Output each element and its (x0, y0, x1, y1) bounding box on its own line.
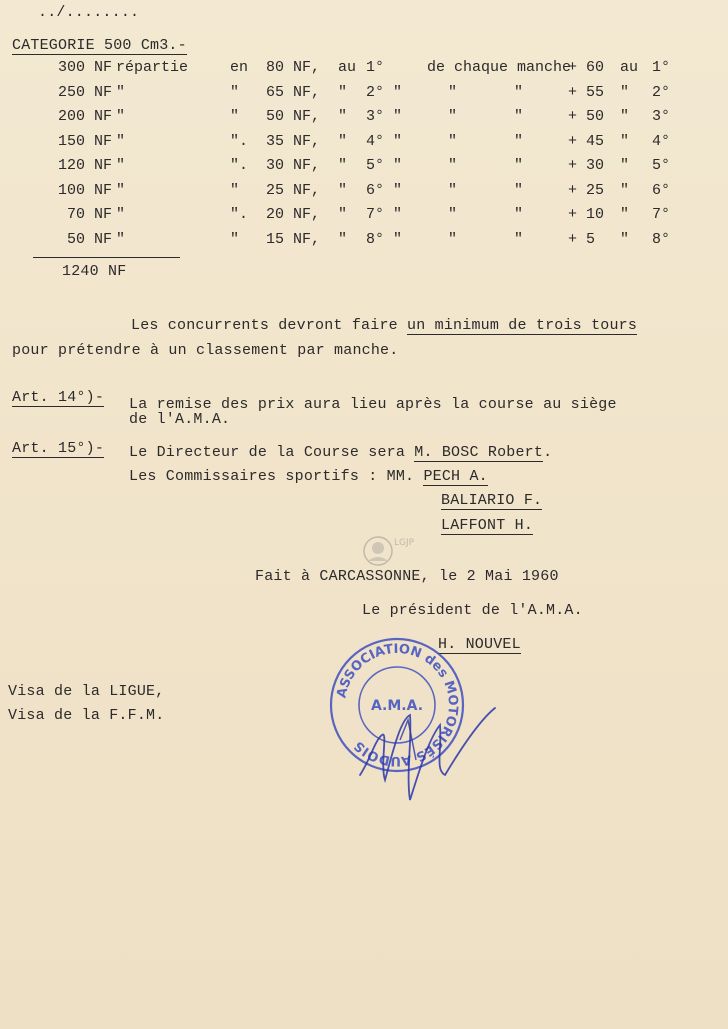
stamp-center-text: A.M.A. (370, 698, 424, 714)
row-bonus-rank: 6° (652, 181, 671, 199)
place-date: Fait à CARCASSONNE, le 2 Mai 1960 (255, 568, 559, 585)
row-mark-2: ". (230, 157, 249, 174)
commissioner-3: LAFFONT H. (441, 517, 534, 534)
category-title: CATEGORIE 500 Cm3.- (12, 37, 187, 54)
art15-commissioners (129, 468, 488, 485)
commissioner-1: PECH A. (423, 468, 488, 485)
row-bonus-rank: 4° (652, 132, 671, 150)
row-mark-2: ". (230, 132, 249, 150)
president-name: H. NOUVEL (438, 636, 521, 653)
director-name: M. BOSC Robert (414, 444, 544, 461)
row-conj: au (338, 59, 357, 76)
row-bonus-conj: " (620, 206, 630, 223)
row-bonus-rank: 2° (652, 83, 671, 101)
row-mark-2: " (230, 83, 240, 101)
row-mark-4: " (514, 157, 524, 174)
row-total: 70 NF (66, 206, 112, 223)
row-mark-2: " (230, 181, 240, 199)
row-bonus-conj: " (620, 108, 630, 125)
row-mark-3: " (448, 132, 458, 150)
visa-ligue: Visa de la LIGUE, (8, 683, 165, 700)
rule-text-line1 (131, 317, 637, 334)
row-per-heat: 80 NF, (266, 59, 321, 76)
president-title: Le président de l'A.M.A. (362, 602, 583, 619)
row-conj: " (338, 181, 348, 199)
art15-label: Art. 15°)- (12, 440, 105, 457)
row-mark-3: " (448, 206, 458, 223)
row-bonus-rank: 7° (652, 206, 671, 223)
row-mark-4: " (514, 83, 524, 101)
row-rank: 7° " (366, 206, 403, 223)
row-total: 250 NF (57, 83, 112, 101)
row-mark-1: " (116, 157, 126, 174)
row-mark-4: " (514, 108, 524, 125)
row-mark-4: " (514, 132, 524, 150)
commissioner-2: BALIARIO F. (441, 492, 543, 509)
row-mark-3: " (448, 108, 458, 125)
row-mark-1: " (116, 108, 126, 125)
row-conj: " (338, 83, 348, 101)
row-per-heat: 20 NF, (266, 206, 321, 223)
row-bonus-conj: au (620, 59, 639, 76)
row-per-heat: 25 NF, (266, 181, 321, 199)
row-mark-3: " (448, 181, 458, 199)
row-total: 100 NF (57, 181, 112, 199)
row-rank: 1° (366, 59, 385, 76)
row-bonus-conj: " (620, 83, 630, 101)
row-mark-3: " (448, 157, 458, 174)
row-mark-1: " (116, 132, 126, 150)
art14-line1: La remise des prix aura lieu après la course au siège (129, 396, 617, 413)
page-marker: ../........ (38, 4, 140, 21)
row-mark-1: " (116, 230, 126, 248)
row-mark-1: " (116, 206, 126, 223)
row-mark-4: " (514, 206, 524, 223)
row-rank: 2° " (366, 83, 403, 101)
row-per-heat: 35 NF, (266, 132, 321, 150)
row-bonus: + 10 (568, 206, 605, 223)
rule-text-line2: pour prétendre à un classement par manche. (12, 342, 399, 359)
director-suffix: . (543, 444, 553, 461)
row-bonus-rank: 5° (652, 157, 671, 174)
row-rank: 5° " (366, 157, 403, 174)
commissioners-prefix: Les Commissaires sportifs : MM. (129, 468, 424, 485)
row-per-heat: 50 NF, (266, 108, 321, 125)
row-total: 150 NF (57, 132, 112, 150)
row-conj: " (338, 230, 348, 248)
row-total: 120 NF (57, 157, 112, 174)
row-mark-2: " (230, 108, 240, 125)
row-conj: " (338, 206, 348, 223)
row-mark-3: " (448, 83, 458, 101)
rule-emphasis: un minimum de trois tours (407, 317, 638, 334)
row-conj: " (338, 157, 348, 174)
row-total: 300 NF (57, 59, 112, 76)
art14-label: Art. 14°)- (12, 389, 105, 406)
watermark-text: LGJP (394, 538, 415, 548)
row-per-heat: 30 NF, (266, 157, 321, 174)
row-bonus: + 45 (568, 132, 605, 150)
grand-total: 1240 NF (62, 263, 127, 280)
row-mark-3: " (448, 230, 458, 248)
row-per-heat: 65 NF, (266, 83, 321, 101)
row-mark-2: " (230, 230, 240, 248)
row-bonus-conj: " (620, 181, 630, 199)
row-bonus: + 50 (568, 108, 605, 125)
row-per-heat: 15 NF, (266, 230, 321, 248)
row-bonus-conj: " (620, 157, 630, 174)
art15-director (129, 444, 552, 461)
row-mark-1: " (116, 83, 126, 101)
row-bonus-rank: 8° (652, 230, 671, 248)
row-rank: 8° " (366, 230, 403, 248)
art14-line2: de l'A.M.A. (129, 411, 231, 428)
row-conj: " (338, 132, 348, 150)
row-total: 50 NF (66, 230, 112, 248)
total-rule (33, 257, 180, 258)
row-mark-1: " (116, 181, 126, 199)
row-phrase: de chaque manche (427, 59, 572, 76)
row-mark-4: " (514, 230, 524, 248)
row-total: 200 NF (57, 108, 112, 125)
row-bonus: + 55 (568, 83, 605, 101)
stamp-ring-text: ASSOCIATION des MOTORISÉS AUDOIS (334, 641, 461, 769)
row-rank: 6° " (366, 181, 403, 199)
row-bonus-conj: " (620, 230, 630, 248)
row-mark-2: ". (230, 206, 249, 223)
handwritten-signature (340, 680, 500, 810)
row-bonus: + 30 (568, 157, 605, 174)
row-mark-2: en (230, 59, 249, 76)
row-rank: 3° " (366, 108, 403, 125)
row-bonus-rank: 3° (652, 108, 671, 125)
row-bonus: + 5 (568, 230, 596, 248)
row-bonus: + 60 (568, 59, 605, 76)
row-rank: 4° " (366, 132, 403, 150)
rule-prefix: Les concurrents devront faire (131, 317, 408, 334)
visa-ffm: Visa de la F.F.M. (8, 707, 165, 724)
row-conj: " (338, 108, 348, 125)
row-mark-4: " (514, 181, 524, 199)
row-bonus-conj: " (620, 132, 630, 150)
row-bonus-rank: 1° (652, 59, 671, 76)
row-bonus: + 25 (568, 181, 605, 199)
director-prefix: Le Directeur de la Course sera (129, 444, 415, 461)
row-mark-1: répartie (116, 59, 189, 76)
